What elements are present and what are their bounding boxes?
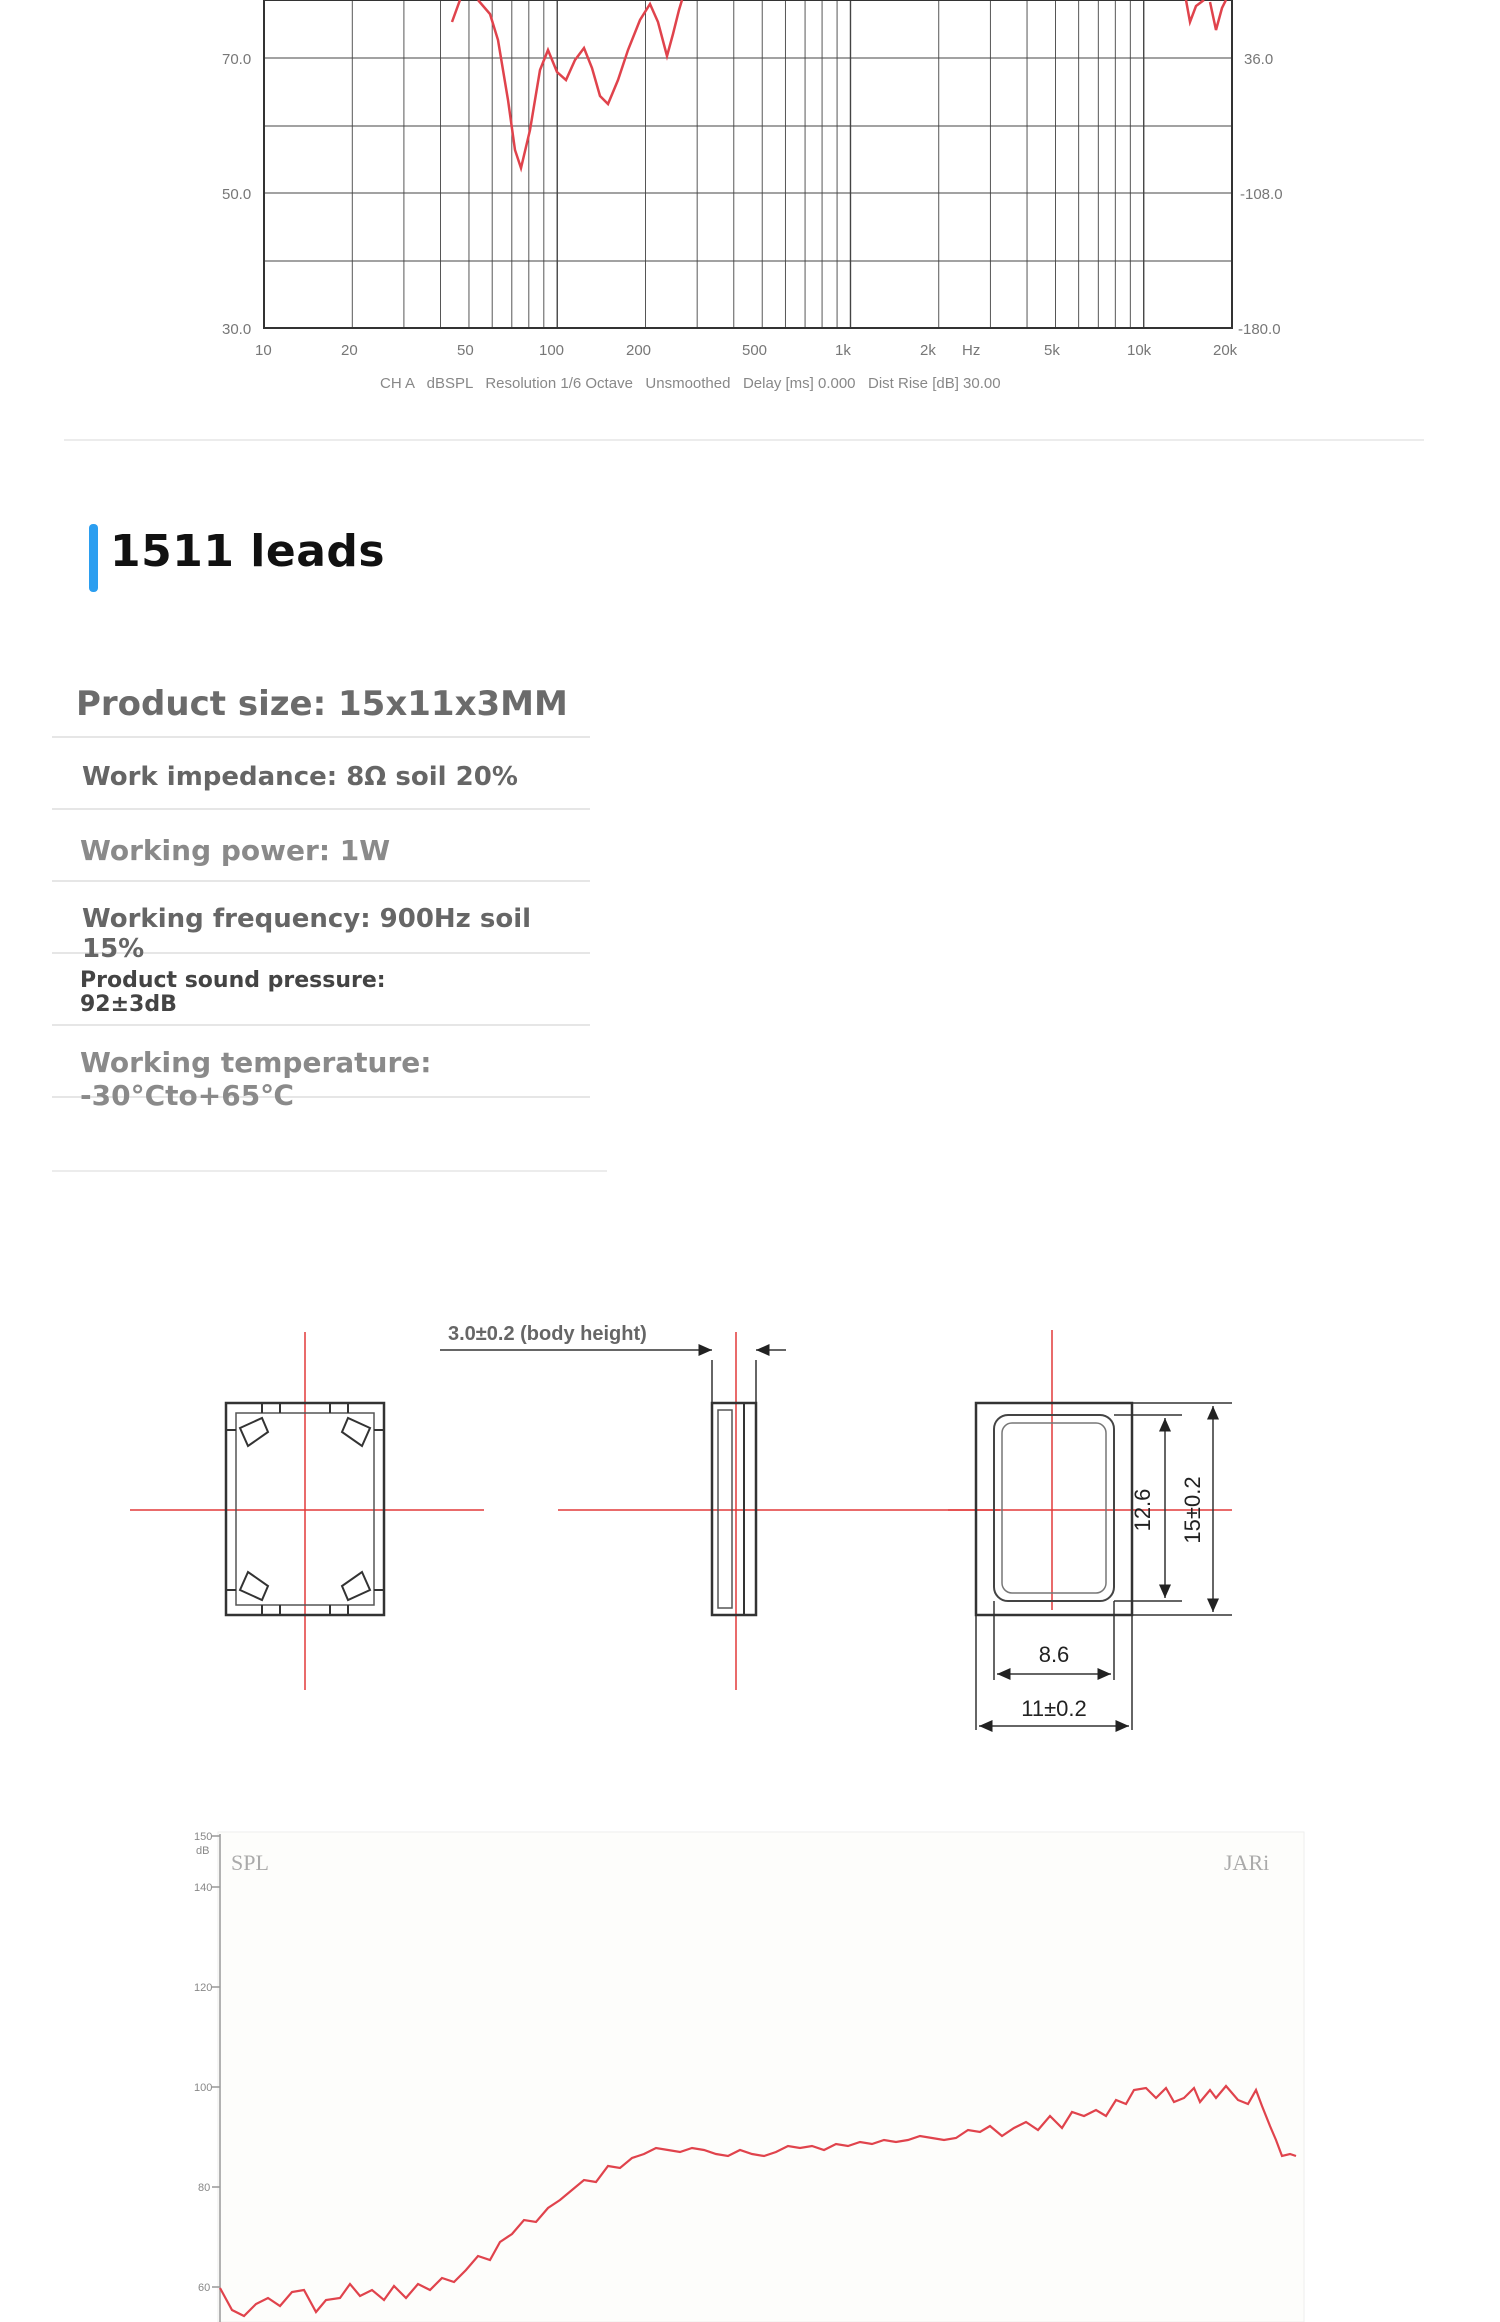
spl-y-unit: dB <box>196 1845 210 1857</box>
x-tick: 1k <box>835 342 851 359</box>
x-tick: 10k <box>1127 342 1152 359</box>
spec-sound-pressure <box>52 954 590 1026</box>
x-tick: 50 <box>457 342 474 359</box>
y-left-tick: 50.0 <box>222 186 252 203</box>
spl-label: SPL <box>231 1850 269 1875</box>
chart-grid <box>264 0 1232 328</box>
body-height-label: 3.0±0.2 (body height) <box>448 1323 647 1345</box>
spec-product-size-text: Product size: 15x11x3MM <box>76 684 568 724</box>
x-tick: 10 <box>255 342 272 359</box>
spec-temperature <box>52 1026 590 1112</box>
spl-y-tick: 140 <box>194 1882 213 1894</box>
y-right-tick: -180.0 <box>1238 321 1281 338</box>
chart-frame <box>264 0 1232 328</box>
spec-sound-pressure-text-2: 92±3dB <box>80 992 177 1017</box>
y-left-tick: 70.0 <box>222 51 252 68</box>
spec-power <box>52 810 590 882</box>
x-tick: 200 <box>626 342 652 359</box>
y-left-tick: 30.0 <box>222 321 252 338</box>
x-tick: 2k <box>920 342 936 359</box>
x-tick: Hz <box>962 342 981 359</box>
dim-12-6: 12.6 <box>1130 1488 1155 1532</box>
spec-sound-pressure-text-1: Product sound pressure: <box>80 968 386 993</box>
side-view <box>440 1323 1000 1690</box>
spl-y-tick: 150 <box>194 1831 213 1843</box>
back-view <box>948 1330 1232 1730</box>
spl-y-tick: 80 <box>198 2182 211 2194</box>
spl-y-tick: 120 <box>194 1982 213 1994</box>
frequency-response-chart <box>0 0 1500 420</box>
response-curve-right <box>1186 0 1226 30</box>
chart-footer: CH A dBSPL Resolution 1/6 Octave Unsmoothed Delay [ms] 0.000 Dist Rise [dB] 30.00 <box>380 375 1001 392</box>
jari-label: JARi <box>1224 1850 1270 1875</box>
dim-8-6: 8.6 <box>1038 1642 1070 1667</box>
spec-frequency <box>52 882 590 964</box>
x-tick: 20 <box>341 342 358 359</box>
y-right-tick: 36.0 <box>1244 51 1274 68</box>
x-tick: 100 <box>539 342 565 359</box>
x-tick: 5k <box>1044 342 1060 359</box>
spl-y-tick: 100 <box>194 2082 213 2094</box>
spec-temperature-text: Working temperature: -30°Cto+65℃ <box>80 1046 432 1112</box>
spec-impedance <box>52 738 590 810</box>
response-curve <box>452 0 682 168</box>
dim-11: 11±0.2 <box>1021 1696 1087 1721</box>
spec-frequency-text: Working frequency: 900Hz soil 15% <box>82 904 532 964</box>
spl-y-tick: 60 <box>198 2282 211 2294</box>
spec-product-size <box>52 672 590 738</box>
front-view <box>130 1332 484 1690</box>
section-accent-bar <box>89 524 98 592</box>
section-divider <box>64 439 1424 441</box>
dim-15: 15±0.2 <box>1180 1476 1205 1544</box>
spec-power-text: Working power: 1W <box>80 834 391 867</box>
spl-chart <box>0 1820 1500 2322</box>
spl-plot-area <box>218 1832 1304 2322</box>
spec-bottom-divider <box>52 1170 607 1172</box>
section-title: 1511 leads <box>110 526 386 577</box>
x-tick: 500 <box>742 342 768 359</box>
spec-impedance-text: Work impedance: 8Ω soil 20% <box>82 762 518 792</box>
y-right-tick: -108.0 <box>1240 186 1283 203</box>
dimension-drawing <box>0 1310 1500 1750</box>
x-tick: 20k <box>1213 342 1238 359</box>
